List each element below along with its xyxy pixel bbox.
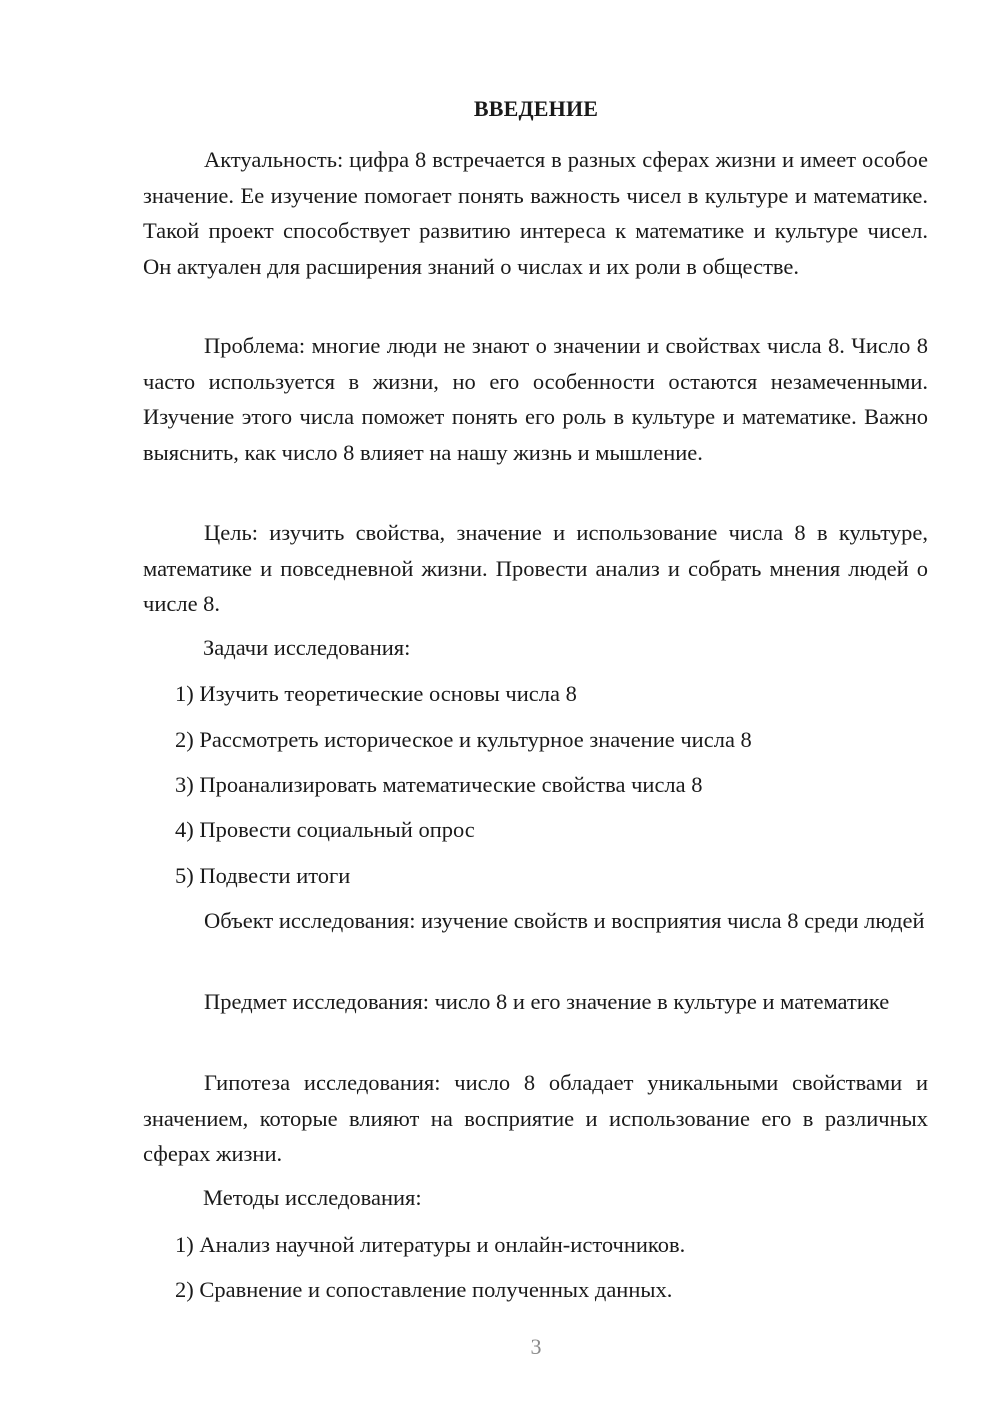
page-title: ВВЕДЕНИЕ (473, 96, 599, 121)
method-item: 2) Сравнение и сопоставление полученных данных. (175, 1277, 673, 1302)
methods-heading: Методы исследования: (203, 1185, 422, 1210)
problem-paragraph: Проблема: многие люди не знают о значении и свойствах числа 8. Число 8 часто используется в жизни, но его особенности остаются незамеченными. Изучение этого числа поможет понять его роль в культуре и математике. Важно выяснить, как число 8 влияет на нашу жизнь и мышление. (143, 333, 928, 465)
tasks-heading: Задачи исследования: (203, 635, 411, 660)
method-item: 1) Анализ научной литературы и онлайн-источников. (175, 1232, 686, 1257)
hypothesis-paragraph: Гипотеза исследования: число 8 обладает уникальными свойствами и значением, которые влияют на восприятие и использование его в различных сферах жизни. (143, 1070, 928, 1167)
relevance-paragraph: Актуальность: цифра 8 встречается в разных сферах жизни и имеет особое значение. Ее изучение помогает понять важность чисел в культуре и математике. Такой проект способствует развитию интереса к математике и культуре чисел. Он актуален для расширения знаний о числах и их роли в обществе. (143, 147, 928, 279)
task-item: 5) Подвести итоги (175, 863, 351, 888)
goal-paragraph: Цель: изучить свойства, значение и использование числа 8 в культуре, математике и повседневной жизни. Провести анализ и собрать мнения людей о числе 8. (143, 520, 928, 617)
task-item: 2) Рассмотреть историческое и культурное значение числа 8 (175, 727, 752, 752)
subject-paragraph: Предмет исследования: число 8 и его значение в культуре и математике (204, 989, 890, 1014)
object-paragraph: Объект исследования: изучение свойств и восприятия числа 8 среди людей (204, 908, 925, 933)
task-item: 1) Изучить теоретические основы числа 8 (175, 681, 577, 706)
page-number: 3 (530, 1334, 542, 1359)
task-item: 4) Провести социальный опрос (175, 817, 475, 842)
task-item: 3) Проанализировать математические свойства числа 8 (175, 772, 703, 797)
